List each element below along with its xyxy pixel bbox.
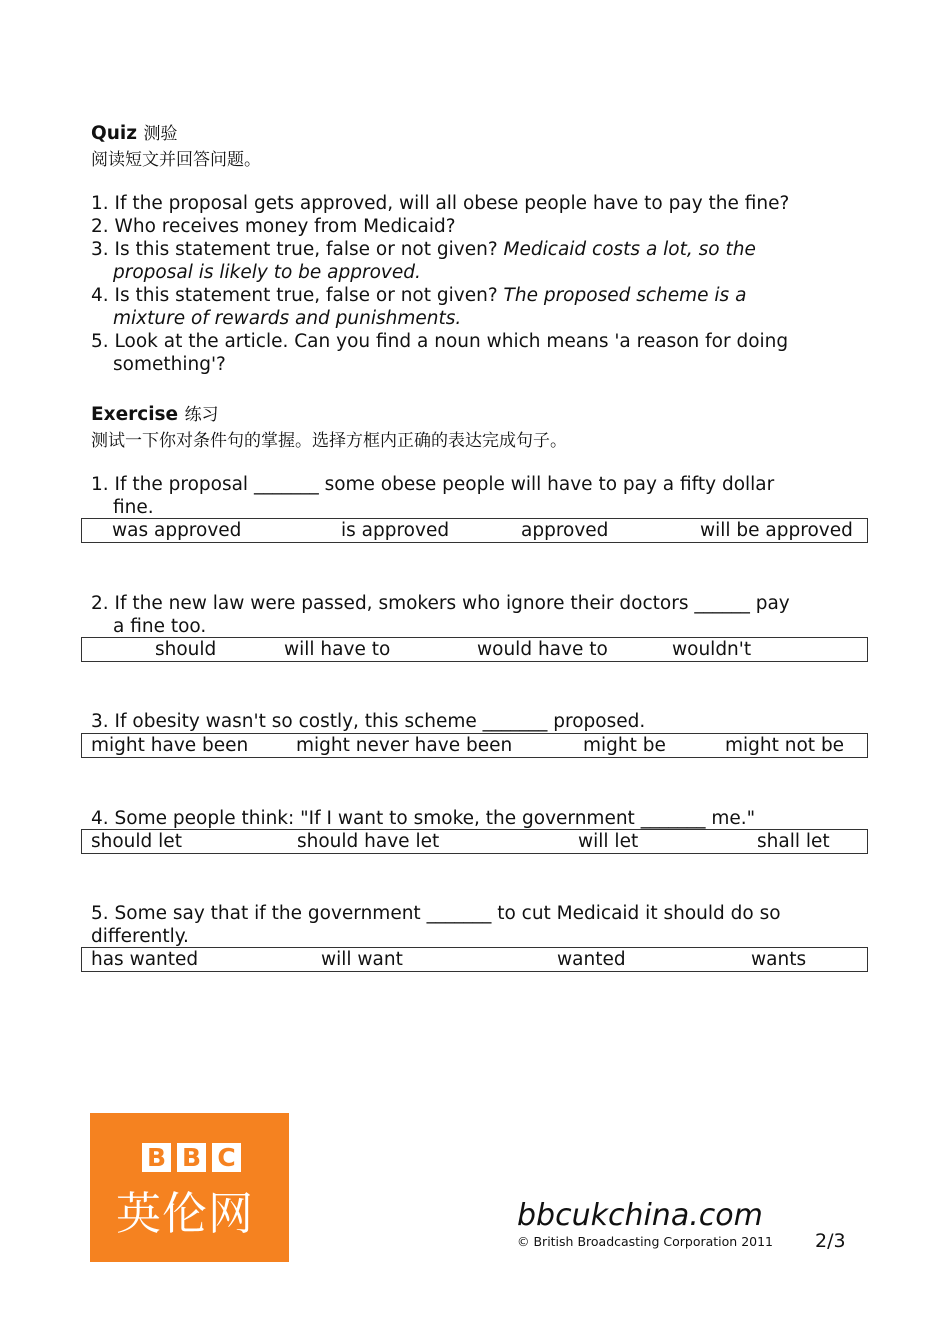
quiz-heading (91, 119, 177, 144)
quiz-question-2: 2. Who receives money from Medicaid? (91, 216, 456, 237)
exercise-item-3: 3. If obesity wasn't so costly, this scheme _______ proposed. (91, 711, 646, 732)
quiz-question-1: 1. If the proposal gets approved, will all obese people have to pay the fine? (91, 193, 790, 214)
quiz-question-3-cont: proposal is likely to be approved. (113, 262, 421, 283)
copyright-notice: © British Broadcasting Corporation 2011 (517, 1234, 773, 1249)
option-5b[interactable]: will want (321, 949, 403, 970)
option-1c[interactable]: approved (521, 520, 609, 541)
exercise-2-options (81, 637, 868, 662)
exercise-4-options (81, 829, 868, 854)
quiz-question-4: 4. Is this statement true, false or not given? The proposed scheme is a (91, 285, 747, 306)
option-2c[interactable]: would have to (477, 639, 608, 660)
exercise-item-1-cont: fine. (113, 497, 154, 518)
option-4a[interactable]: should let (91, 831, 182, 852)
exercise-instruction: 测试一下你对条件句的掌握。选择方框内正确的表达完成句子。 (91, 431, 567, 451)
exercise-3-options (81, 733, 868, 758)
quiz-question-5: 5. Look at the article. Can you find a noun which means 'a reason for doing (91, 331, 789, 352)
exercise-1-options (81, 518, 868, 543)
option-5d[interactable]: wants (751, 949, 807, 970)
exercise-5-options (81, 947, 868, 972)
option-2a[interactable]: should (155, 639, 217, 660)
website-link[interactable]: bbcukchina.com (517, 1198, 763, 1233)
option-1a[interactable]: was approved (112, 520, 242, 541)
exercise-title-cn: 练习 (184, 405, 219, 425)
exercise-item-4: 4. Some people think: "If I want to smoke, the government _______ me." (91, 808, 756, 829)
option-3c[interactable]: might be (583, 735, 666, 756)
page-number: 2/3 (815, 1230, 846, 1252)
quiz-question-5-cont: something'? (113, 354, 226, 375)
option-2b[interactable]: will have to (284, 639, 391, 660)
option-3b[interactable]: might never have been (296, 735, 513, 756)
exercise-item-2: 2. If the new law were passed, smokers who ignore their doctors ______ pay (91, 593, 790, 614)
option-4b[interactable]: should have let (297, 831, 440, 852)
logo-letter-b1: B (142, 1143, 171, 1172)
quiz-title: Quiz (91, 123, 138, 144)
option-5c[interactable]: wanted (557, 949, 626, 970)
logo-letter-c: C (212, 1143, 241, 1172)
option-1b[interactable]: is approved (341, 520, 450, 541)
exercise-item-1: 1. If the proposal _______ some obese people will have to pay a fifty dollar (91, 474, 775, 495)
logo-chinese-text: 英伦网 (116, 1187, 255, 1240)
exercise-title: Exercise (91, 404, 179, 425)
option-3a[interactable]: might have been (91, 735, 249, 756)
logo-letter-b2: B (177, 1143, 206, 1172)
exercise-item-5-cont: differently. (91, 926, 189, 947)
quiz-instruction: 阅读短文并回答问题。 (91, 150, 261, 170)
quiz-question-3: 3. Is this statement true, false or not given? Medicaid costs a lot, so the (91, 239, 756, 260)
option-1d[interactable]: will be approved (700, 520, 853, 541)
option-5a[interactable]: has wanted (91, 949, 199, 970)
exercise-heading (91, 400, 219, 425)
bbc-ukchina-logo (90, 1113, 289, 1262)
option-3d[interactable]: might not be (725, 735, 845, 756)
option-4d[interactable]: shall let (757, 831, 830, 852)
quiz-title-cn: 测验 (143, 124, 178, 144)
exercise-item-5: 5. Some say that if the government _______ to cut Medicaid it should do so (91, 903, 781, 924)
quiz-question-4-cont: mixture of rewards and punishments. (113, 308, 462, 329)
option-2d[interactable]: wouldn't (672, 639, 752, 660)
option-4c[interactable]: will let (578, 831, 639, 852)
exercise-item-2-cont: a fine too. (113, 616, 207, 637)
